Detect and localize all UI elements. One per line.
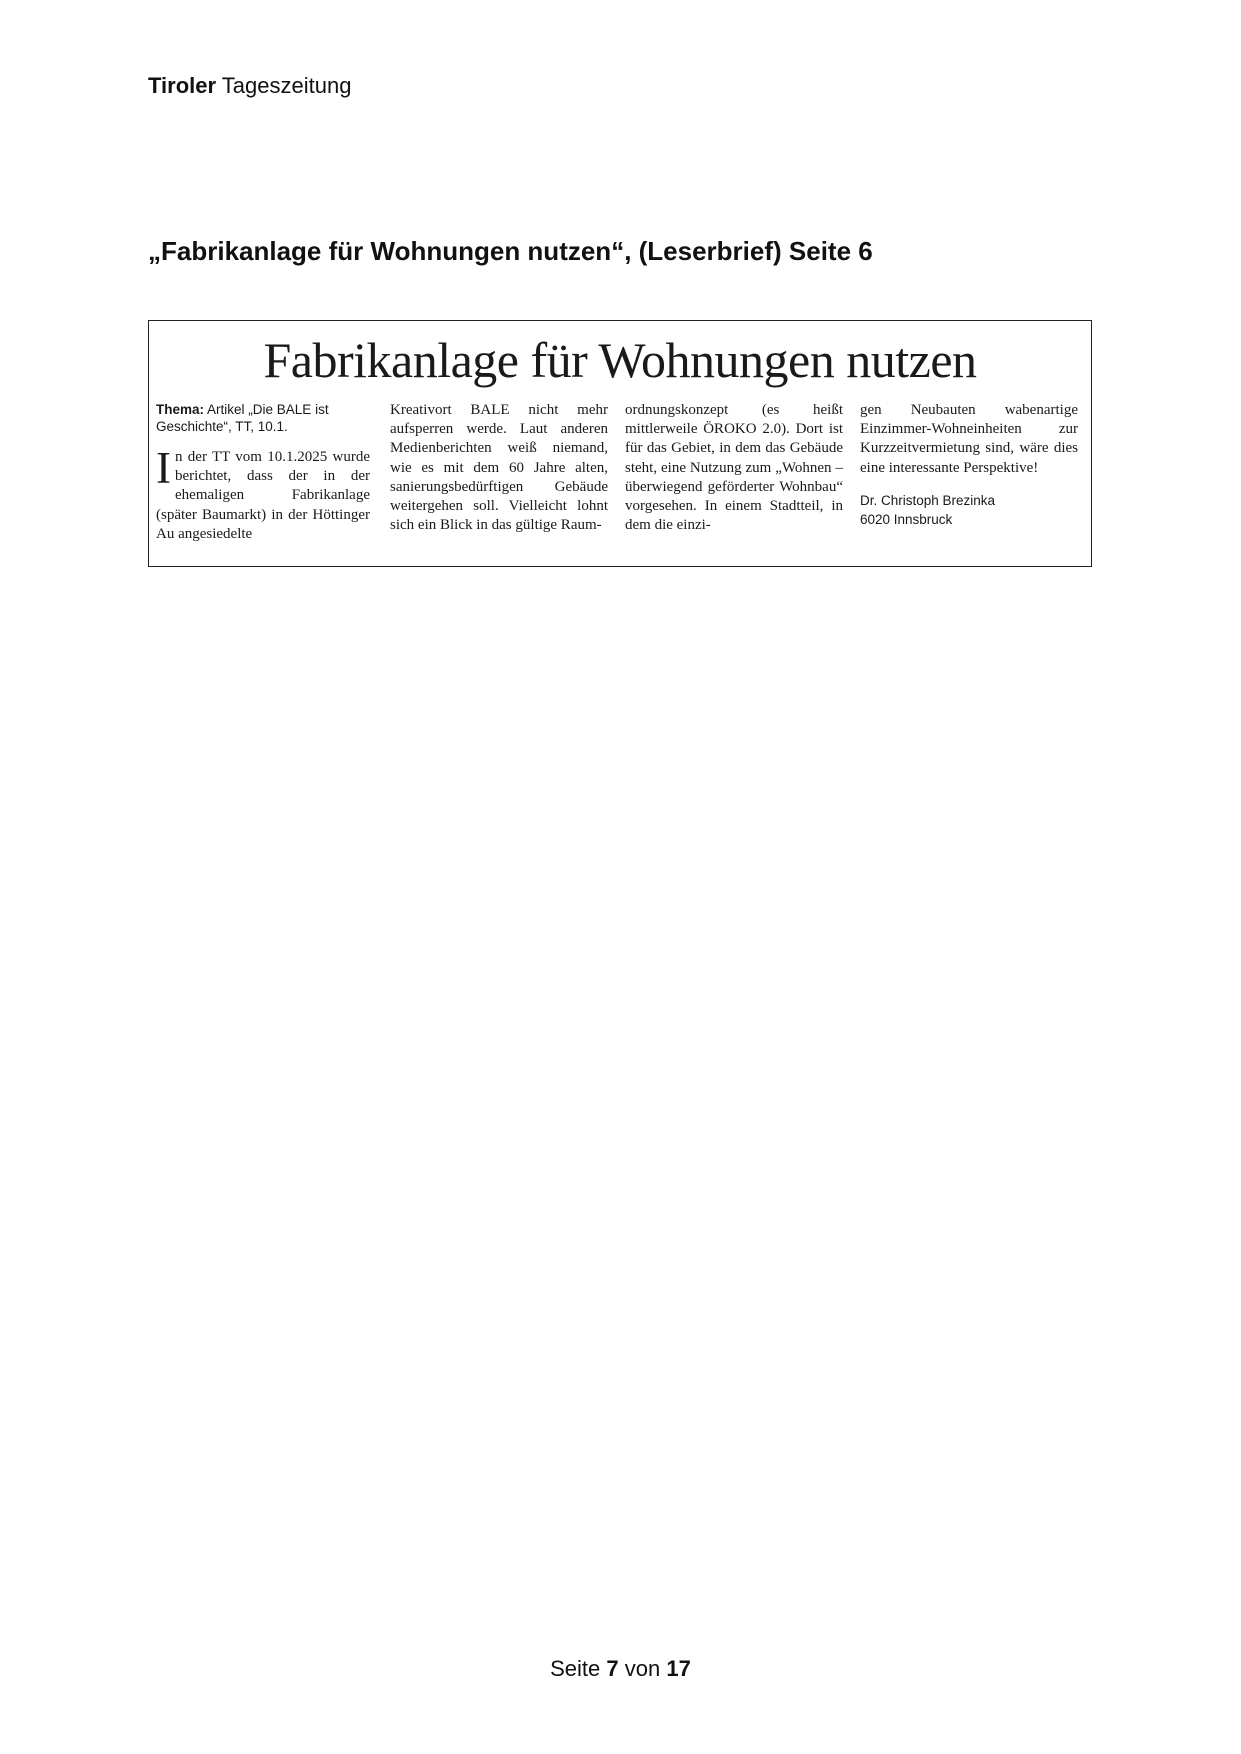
brand-bold: Tiroler: [148, 73, 217, 98]
thema-text: Artikel „Die BALE ist Geschichte“, TT, 10.1.: [156, 402, 329, 434]
brand-regular: Tageszeitung: [221, 73, 352, 98]
footer-current-page: 7: [606, 1656, 619, 1681]
article-column-1: [156, 401, 370, 544]
article-column-4: [860, 401, 1078, 529]
footer-total-pages: 17: [666, 1656, 691, 1681]
thema-label: Thema:: [156, 402, 205, 417]
signature-place: 6020 Innsbruck: [860, 511, 953, 527]
newspaper-clipping: [148, 320, 1092, 567]
page-header: [148, 73, 351, 99]
footer-middle: von: [624, 1656, 661, 1681]
signature-name: Dr. Christoph Brezinka: [860, 492, 996, 508]
section-title: „Fabrikanlage für Wohnungen nutzen“, (Leserbrief) Seite 6: [148, 236, 873, 266]
column-text: Kreativort BALE nicht mehr aufsperren werde. Laut anderen Medienberichten weiß niemand, wie es mit dem 60 Jahre alten, sanierungsbedürftigen Gebäude weitergehen soll. Vielleicht lohnt sich ein Blick in das gültige Raum-: [390, 402, 608, 534]
signature: [860, 491, 1078, 529]
article-column-3: [625, 401, 843, 535]
drop-cap: I: [156, 443, 171, 493]
column-text: n der TT vom 10.1.2025 wurde berichtet, dass der in der ehemaligen Fabrikanlage (später Baumarkt) in der Höttinger Au angesiedelte: [156, 449, 370, 542]
thema-line: [156, 401, 370, 435]
column-text: gen Neubauten wabenartige Einzimmer-Wohneinheiten zur Kurzzeitvermietung sind, wäre dies eine interessante Perspektive!: [860, 402, 1078, 476]
article-column-2: [390, 401, 608, 535]
footer-prefix: Seite: [550, 1656, 601, 1681]
column-text: ordnungskonzept (es heißt mittlerweile ÖROKO 2.0). Dort ist für das Gebiet, in dem das Gebäude steht, eine Nutzung zum „Wohnen – überwiegend geförderter Wohnbau“ vorgesehen. In einem Stadtteil, in dem die einzi-: [625, 402, 843, 534]
page-footer: [0, 1656, 1241, 1682]
clipping-headline: Fabrikanlage für Wohnungen nutzen: [263, 332, 977, 388]
